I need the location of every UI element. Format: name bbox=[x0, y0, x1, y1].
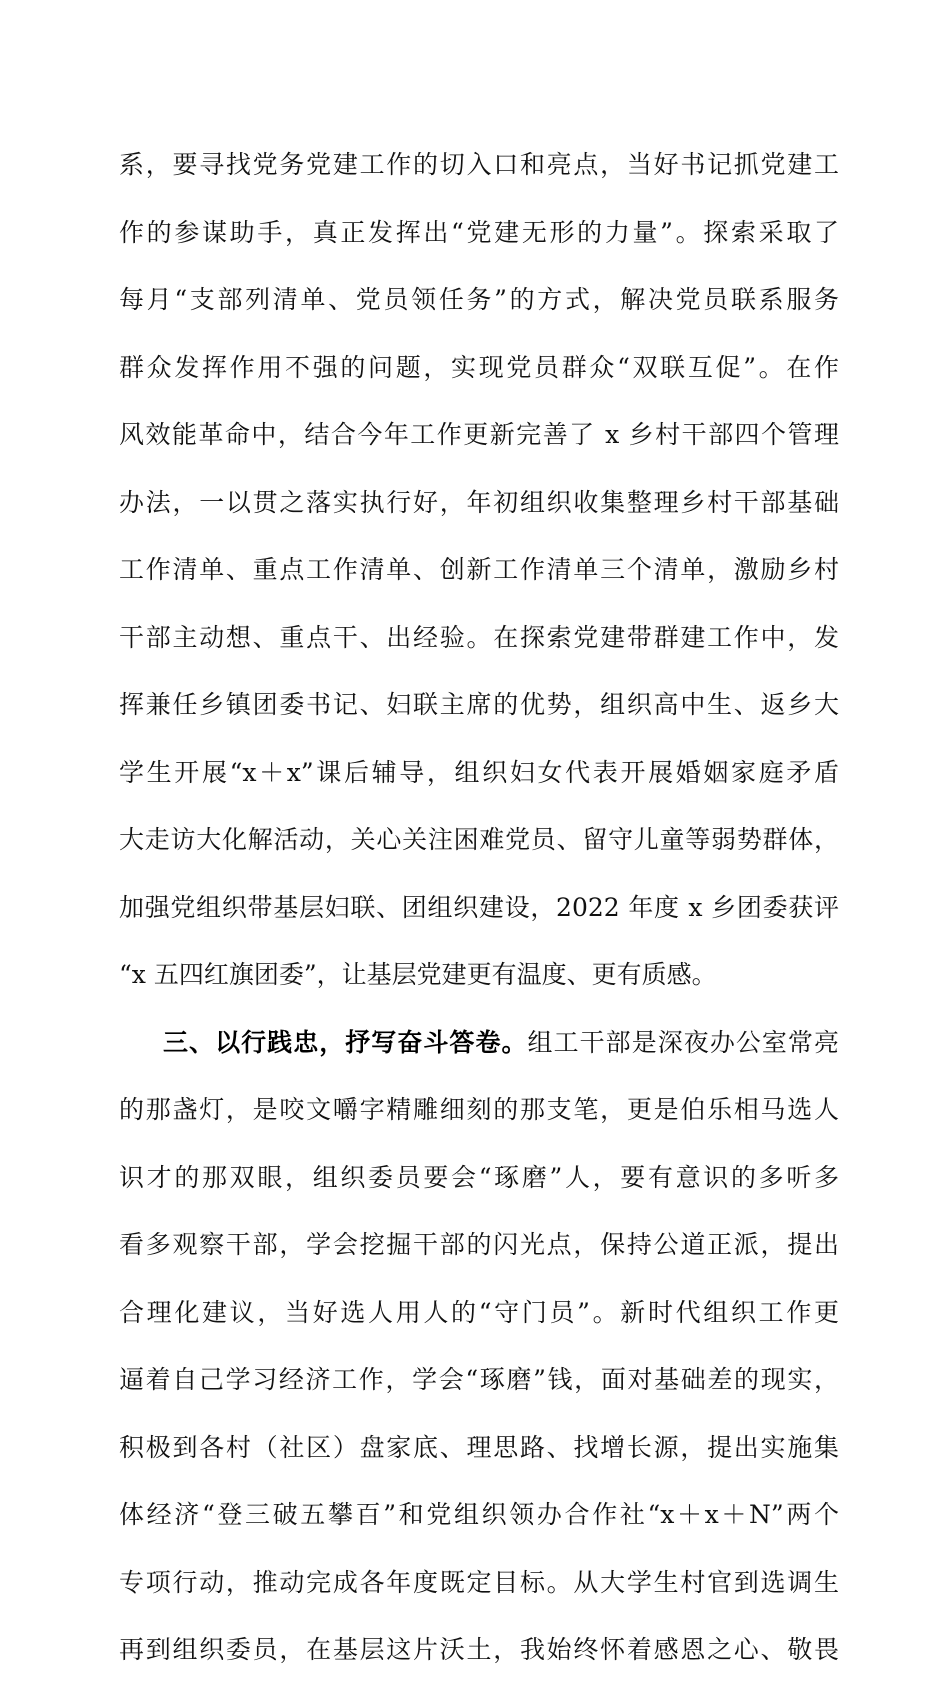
text-line: 再到组织委员，在基层这片沃土，我始终怀着感恩之心、敬畏 bbox=[119, 1635, 839, 1664]
document-body bbox=[119, 131, 839, 1684]
text-line: 专项行动，推动完成各年度既定目标。从大学生村官到选调生 bbox=[119, 1567, 839, 1597]
text-line: 体经济“登三破五攀百”和党组织领办合作社“x＋x＋N”两个 bbox=[119, 1500, 839, 1529]
text-line: 的那盏灯，是咬文嚼字精雕细刻的那支笔，更是伯乐相马选人 bbox=[119, 1095, 839, 1124]
text-line: 识才的那双眼，组织委员要会“琢磨”人，要有意识的多听多 bbox=[119, 1162, 839, 1192]
text-line: 风效能革命中，结合今年工作更新完善了 x 乡村干部四个管理 bbox=[119, 420, 839, 449]
text-line: “x 五四红旗团委”，让基层党建更有温度、更有质感。 bbox=[119, 960, 717, 989]
text-line: 干部主动想、重点干、出经验。在探索党建带群建工作中，发 bbox=[119, 622, 839, 652]
text-line: 看多观察干部，学会挖掘干部的闪光点，保持公道正派，提出 bbox=[119, 1230, 839, 1259]
text-line: 大走访大化解活动，关心关注困难党员、留守儿童等弱势群体， bbox=[119, 825, 839, 854]
section-3-first-line bbox=[119, 1009, 839, 1077]
text-line: 挥兼任乡镇团委书记、妇联主席的优势，组织高中生、返乡大 bbox=[119, 690, 839, 719]
text-line: 群众发挥作用不强的问题，实现党员群众“双联互促”。在作 bbox=[119, 352, 839, 382]
text-line: 办法，一以贯之落实执行好，年初组织收集整理乡村干部基础 bbox=[119, 487, 839, 517]
section-3-heading: 三、以行践忠，抒写奋斗答卷。 bbox=[163, 1027, 528, 1057]
text-line: 每月“支部列清单、党员领任务”的方式，解决党员联系服务 bbox=[119, 285, 839, 314]
text-line: 学生开展“x＋x”课后辅导，组织妇女代表开展婚姻家庭矛盾 bbox=[119, 757, 839, 787]
text-line: 逼着自己学习经济工作，学会“琢磨”钱，面对基础差的现实， bbox=[119, 1365, 839, 1394]
text-line: 加强党组织带基层妇联、团组织建设，2022 年度 x 乡团委获评 bbox=[119, 892, 839, 922]
text-line: 合理化建议，当好选人用人的“守门员”。新时代组织工作更 bbox=[119, 1297, 839, 1327]
text-line: 积极到各村（社区）盘家底、理思路、找增长源，提出实施集 bbox=[119, 1432, 839, 1462]
text-line: 作的参谋助手，真正发挥出“党建无形的力量”。探索采取了 bbox=[119, 217, 839, 247]
section-3-lead-text: 组工干部是深夜办公室常亮 bbox=[527, 1027, 839, 1057]
text-line: 系，要寻找党务党建工作的切入口和亮点，当好书记抓党建工 bbox=[119, 150, 839, 179]
text-line: 工作清单、重点工作清单、创新工作清单三个清单，激励乡村 bbox=[119, 555, 839, 584]
